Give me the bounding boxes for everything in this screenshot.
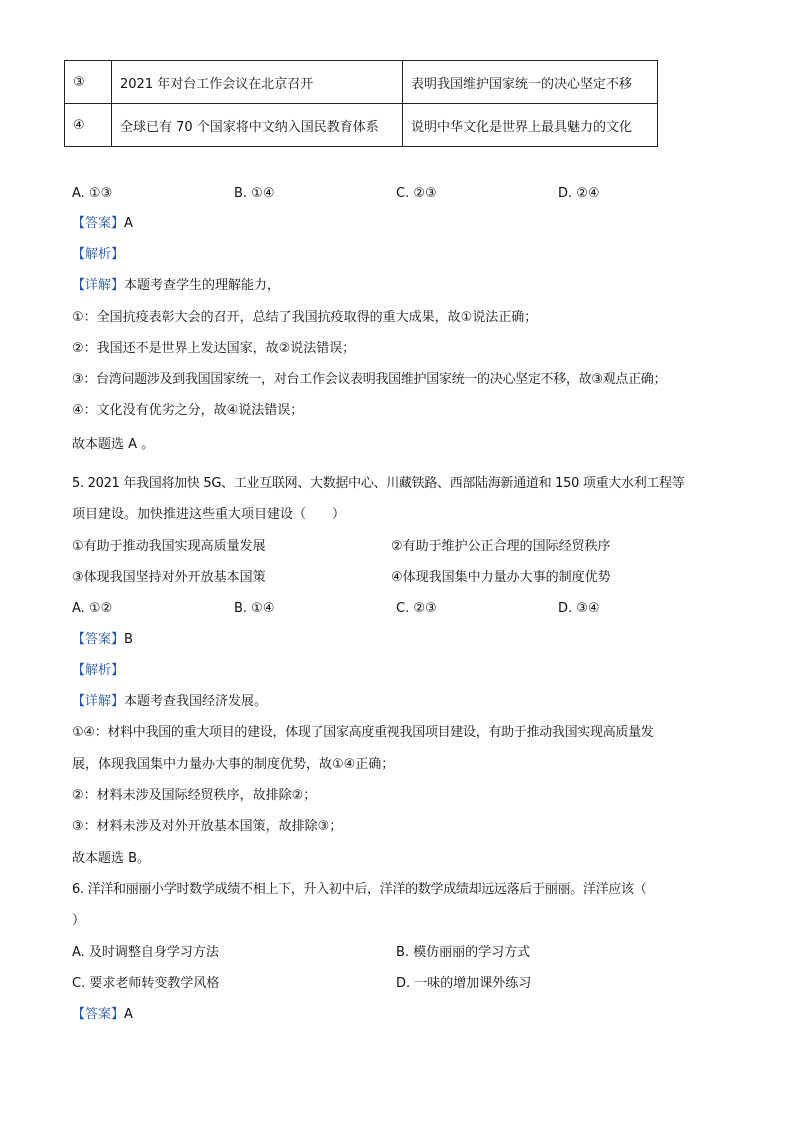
answer-line: [72, 1005, 133, 1025]
question-stem: ）: [72, 913, 86, 928]
question-stem: 6. 洋洋和丽丽小学时数学成绩不相上下，升入初中后，洋洋的数学成绩却远远落后于丽丽。洋洋应该（: [72, 882, 647, 897]
question-table: [64, 60, 658, 147]
detail-text: 本题考查我国经济发展。: [124, 694, 268, 709]
explanation-line: 故本题选 A 。: [72, 437, 155, 452]
meaning-cell: 说明中华文化是世界上最具魅力的文化: [403, 104, 658, 147]
detail-line: [72, 276, 280, 296]
analysis-tag: 【解析】: [72, 663, 125, 678]
table-row: [65, 104, 658, 147]
statement-item: ④体现我国集中力量办大事的制度优势: [391, 570, 611, 585]
answer-value: B: [124, 632, 133, 647]
option-a: A. ①③: [72, 186, 113, 201]
statement-item: ①有助于推动我国实现高质量发展: [72, 539, 266, 554]
option-c: C. ②③: [396, 186, 437, 201]
explanation-line: ①④：材料中我国的重大项目的建设，体现了国家高度重视我国项目建设，有助于推动我国实现高质量发: [72, 725, 654, 740]
explanation-line: ③：台湾问题涉及到我国国家统一，对台工作会议表明我国维护国家统一的决心坚定不移，故③观点正确；: [72, 372, 667, 387]
option-a: A. 及时调整自身学习方法: [72, 945, 219, 960]
explanation-line: ①：全国抗疫表彰大会的召开，总结了我国抗疫取得的重大成果，故①说法正确；: [72, 310, 538, 325]
answer-value: A: [124, 1007, 133, 1022]
option-d: D. 一味的增加课外练习: [396, 976, 532, 991]
explanation-line: ③：材料未涉及对外开放基本国策，故排除③；: [72, 819, 343, 834]
option-d: D. ②④: [558, 186, 600, 201]
row-number: ④: [65, 104, 112, 147]
option-b: B. ①④: [234, 186, 275, 201]
detail-tag: 【详解】: [72, 694, 125, 709]
explanation-line: ④：文化没有优劣之分，故④说法错误；: [72, 403, 304, 418]
explanation-line: ②：材料未涉及国际经贸秩序，故排除②；: [72, 788, 317, 803]
analysis-tag: 【解析】: [72, 247, 125, 262]
answer-tag: 【答案】: [72, 1007, 125, 1022]
question-stem: 5. 2021 年我国将加快 5G、工业互联网、大数据中心、川藏铁路、西部陆海新通道和 150 项重大水利工程等: [72, 476, 685, 491]
meaning-cell: 表明我国维护国家统一的决心坚定不移: [403, 61, 658, 104]
answer-line: [72, 630, 133, 650]
option-c: C. 要求老师转变教学风格: [72, 976, 220, 991]
row-number: ③: [65, 61, 112, 104]
detail-text: 本题考查学生的理解能力，: [124, 278, 281, 293]
answer-value: A: [124, 216, 133, 231]
event-cell: 2021 年对台工作会议在北京召开: [112, 61, 403, 104]
table-row: [65, 61, 658, 104]
explanation-line: 故本题选 B。: [72, 851, 151, 866]
answer-tag: 【答案】: [72, 216, 125, 231]
option-d: D. ③④: [558, 601, 600, 616]
explanation-line: 展，体现我国集中力量办大事的制度优势，故①④正确；: [72, 757, 395, 772]
explanation-line: ②：我国还不是世界上发达国家，故②说法错误；: [72, 341, 356, 356]
statement-item: ③体现我国坚持对外开放基本国策: [72, 570, 266, 585]
option-b: B. ①④: [234, 601, 275, 616]
option-b: B. 模仿丽丽的学习方式: [396, 945, 531, 960]
answer-line: [72, 214, 133, 234]
option-a: A. ①②: [72, 601, 113, 616]
statement-item: ②有助于维护公正合理的国际经贸秩序: [391, 539, 611, 554]
option-c: C. ②③: [396, 601, 437, 616]
detail-tag: 【详解】: [72, 278, 125, 293]
question-stem: 项目建设。加快推进这些重大项目建设（ ）: [72, 507, 346, 522]
answer-tag: 【答案】: [72, 632, 125, 647]
event-cell: 全球已有 70 个国家将中文纳入国民教育体系: [112, 104, 403, 147]
detail-line: [72, 692, 267, 712]
